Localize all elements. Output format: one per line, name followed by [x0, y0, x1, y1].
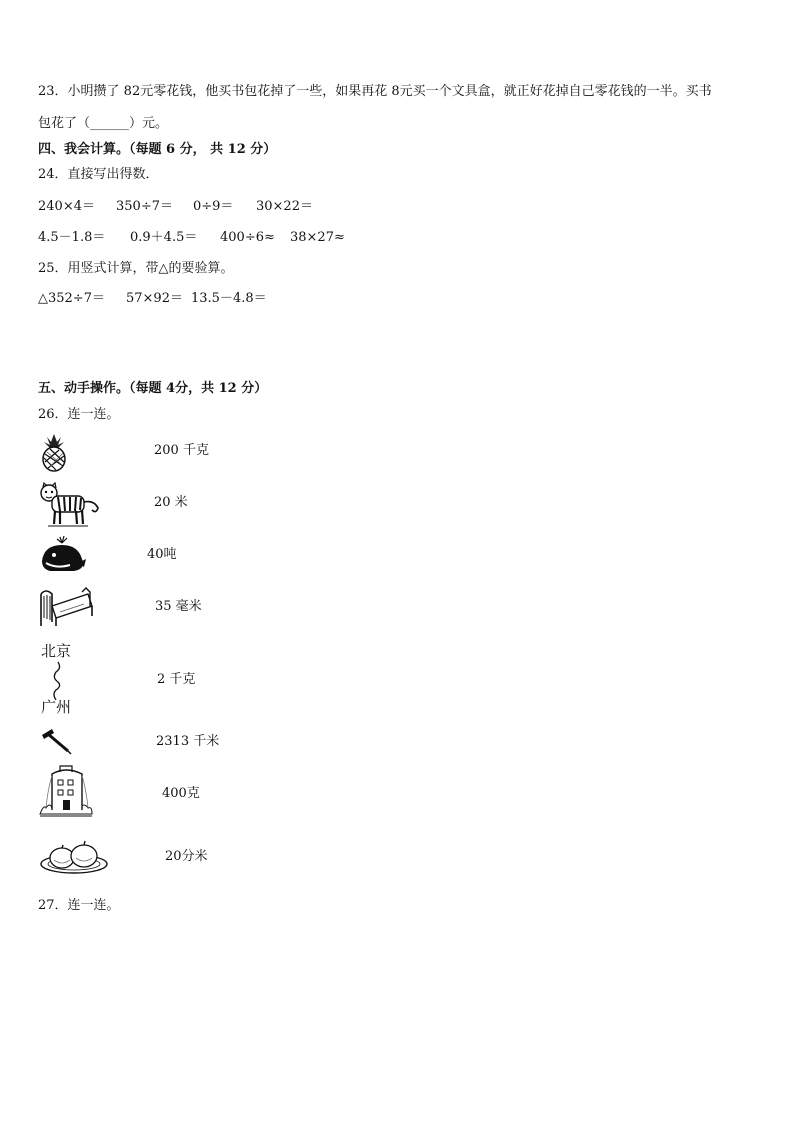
- map-guangzhou-text: 广州: [41, 698, 72, 716]
- tiger-icon: [38, 480, 102, 528]
- q23-line2-post: ）元。: [129, 116, 169, 131]
- q27-prompt: 27．连一连。: [38, 898, 120, 913]
- q25-item-1: △352÷7＝: [38, 291, 105, 306]
- q25-item-2: 57×92＝: [126, 291, 183, 306]
- q24-item-1-3: 0÷9＝: [193, 199, 234, 214]
- map-beijing-text: 北京: [41, 642, 72, 660]
- beijing-guangzhou-map-icon: [38, 642, 82, 718]
- nail-icon: [38, 727, 74, 755]
- match-label-1: 200 千克: [154, 443, 209, 458]
- match-label-8: 20分米: [165, 849, 208, 864]
- q24-item-1-4: 30×22＝: [256, 199, 313, 214]
- section4-title: 四、我会计算。（每题 6 分， 共 12 分）: [38, 142, 277, 157]
- match-label-5: 2 千克: [157, 672, 196, 687]
- q24-item-1-2: 350÷7＝: [116, 199, 173, 214]
- q26-prompt: 26．连一连。: [38, 407, 120, 422]
- match-label-6: 2313 千米: [156, 734, 220, 749]
- q24-item-2-2: 0.9＋4.5＝: [130, 230, 198, 245]
- q24-item-2-4: 38×27≈: [290, 230, 345, 245]
- whale-icon: [38, 533, 88, 575]
- match-label-7: 400克: [162, 786, 200, 801]
- q24-prompt: 24．直接写出得数．: [38, 167, 159, 182]
- q25-prompt: 25．用竖式计算，带△的要验算。: [38, 261, 234, 276]
- q23-line1: 23．小明攒了 82元零花钱，他买书包花掉了一些，如果再花 8元买一个文具盒，就正好花掉自己零花钱的一半。买书: [38, 84, 712, 99]
- oranges-on-plate-icon: [38, 836, 110, 876]
- q24-item-1-1: 240×4＝: [38, 199, 95, 214]
- pineapple-icon: [38, 432, 70, 472]
- match-label-4: 35 毫米: [155, 599, 202, 614]
- q24-item-2-3: 400÷6≈: [220, 230, 275, 245]
- q23-line2: [38, 115, 168, 133]
- match-label-2: 20 米: [154, 495, 188, 510]
- q24-item-2-1: 4.5－1.8＝: [38, 230, 106, 245]
- q25-item-3: 13.5－4.8＝: [191, 291, 267, 306]
- section5-title: 五、动手操作。（每题 4分，共 12 分）: [38, 381, 268, 396]
- match-label-3: 40吨: [147, 547, 177, 562]
- building-icon: [38, 764, 94, 818]
- answer-blank[interactable]: ______: [90, 116, 130, 131]
- bed-icon: [38, 584, 94, 628]
- q23-line2-pre: 包花了（: [38, 116, 91, 131]
